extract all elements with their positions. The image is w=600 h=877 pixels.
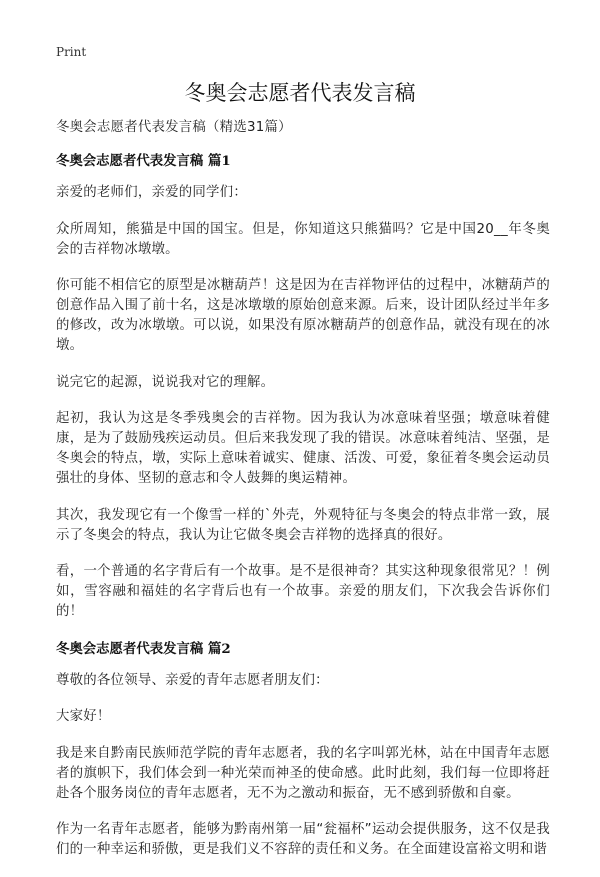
paragraph: 众所周知，熊猫是中国的国宝。但是，你知道这只熊猫吗？它是中国20__年冬奥会的吉祥物冰墩墩。 (56, 221, 550, 257)
page-title: 冬奥会志愿者代表发言稿 (184, 81, 416, 105)
paragraph: 看，一个普通的名字背后有一个故事。是不是很神奇？其实这种现象很常见？！例如，雪容融和福娃的名字背后也有一个故事。亲爱的朋友们，下次我会告诉你们的！ (56, 564, 550, 619)
paragraph: 大家好！ (56, 709, 111, 724)
section-heading: 冬奥会志愿者代表发言稿 篇2 (56, 640, 231, 657)
paragraph: 我是来自黔南民族师范学院的青年志愿者，我的名字叫郭光林，站在中国青年志愿者的旗帜下，我们体会到一种光荣而神圣的使命感。此时此刻，我们每一位即将赶赴各个服务岗位的青年志愿者，无不为之激动和振奋，无不感到骄傲和自豪。 (56, 745, 550, 801)
paragraph: 作为一名青年志愿者，能够为黔南州第一届“瓮福杯”运动会提供服务，这不仅是我们的一种幸运和骄傲，更是我们义不容辞的责任和义务。在全面建设富裕文明和谐 (56, 822, 550, 857)
article-subtitle: 冬奥会志愿者代表发言稿（精选31篇） (56, 120, 292, 135)
paragraph: 起初，我认为这是冬季残奥会的吉祥物。因为我认为冰意味着坚强；墩意味着健康，是为了鼓励残疾运动员。但后来我发现了我的错误。冰意味着纯洁、坚强，是冬奥会的特点，墩，实际上意味着诚实、健康、活泼、可爱，象征着冬奥会运动员强壮的身体、坚韧的意志和令人鼓舞的奥运精神。 (56, 411, 550, 486)
paragraph: 尊敬的各位领导、亲爱的青年志愿者朋友们： (56, 672, 329, 688)
paragraph: 说完它的起源，说说我对它的理解。 (56, 374, 275, 390)
paragraph: 亲爱的老师们，亲爱的同学们： (56, 185, 247, 200)
print-link[interactable]: Print (56, 45, 87, 59)
paragraph: 其次，我发现它有一个像雪一样的`外壳，外观特征与冬奥会的特点非常一致，展示了冬奥会的特点，我认为让它做冬奥会吉祥物的选择真的很好。 (56, 507, 550, 543)
article-body (56, 118, 550, 877)
paragraph: 你可能不相信它的原型是冰糖葫芦！这是因为在吉祥物评估的过程中，冰糖葫芦的创意作品入围了前十名，这是冰墩墩的原始创意来源。后来，设计团队经过半年多的修改，改为冰墩墩。可以说，如果没有原冰糖葫芦的创意作品，就没有现在的冰墩。 (56, 278, 550, 353)
section-heading: 冬奥会志愿者代表发言稿 篇1 (56, 153, 231, 169)
